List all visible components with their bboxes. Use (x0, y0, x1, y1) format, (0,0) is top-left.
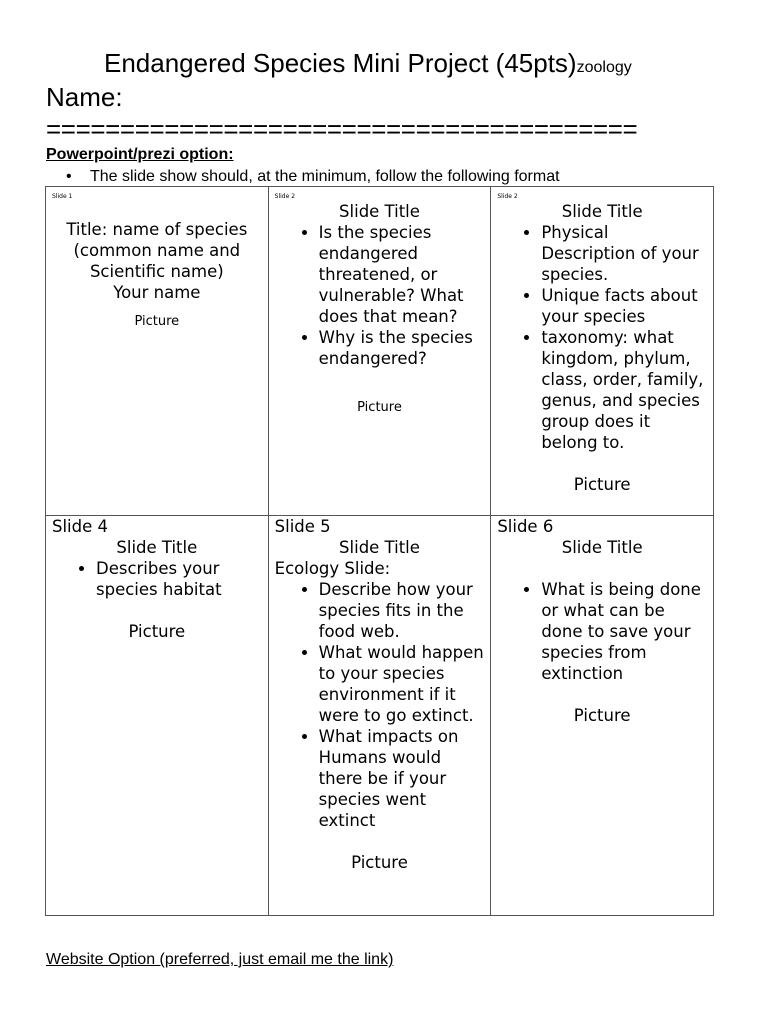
list-item: • Physical Description of your species. (541, 222, 707, 285)
name-label: Name: (46, 82, 123, 112)
list-item: • Describe how your species fits in the food web. (319, 579, 485, 642)
slide-5-cell (268, 516, 491, 916)
ppt-option-bullet-text: The slide show should, at the minimum, follow the following format (90, 168, 560, 185)
website-option-heading: Website Option (preferred, just email me the link) (46, 951, 394, 968)
list-item: • What is being done or what can be done to save your species from extinction (541, 579, 707, 684)
slide-4-picture: Picture (128, 622, 186, 641)
slide-4-tag: Slide 4 (52, 517, 109, 536)
slide-6-picture: Picture (573, 706, 631, 725)
slide-1-picture: Picture (134, 314, 180, 329)
slide-6-title: Slide Title (561, 538, 643, 557)
slides-format-table (45, 186, 714, 916)
slide-6-bullets (497, 579, 707, 684)
slide-4-cell (46, 516, 269, 916)
list-item: • Is the species endangered threatened, or vulnerable? What does that mean? (319, 222, 485, 327)
slide-5-picture: Picture (351, 853, 408, 872)
list-item: • taxonomy: what kingdom, phylum, class, order, family, genus, and species group does it belong to. (541, 327, 707, 453)
slide-5-subtitle: Ecology Slide: (274, 559, 391, 578)
slide-3-title: Slide Title (561, 202, 643, 221)
slide-2-title: Slide Title (339, 202, 420, 221)
slide-4-title: Slide Title (116, 538, 198, 557)
slide-5-title: Slide Title (339, 538, 420, 557)
slide-2-bullets (275, 222, 485, 369)
slide-2-tag: Slide 2 (274, 193, 296, 200)
separator-rule: ======================================== (46, 114, 638, 144)
ppt-option-bullet (66, 168, 560, 186)
slide-6-cell (491, 516, 714, 916)
bullet-dot-icon: • (66, 168, 72, 185)
slide-1-title: Title: name of species (common name and Scientific name) (66, 220, 248, 281)
list-item: • What impacts on Humans would there be if your species went extinct (319, 726, 485, 831)
slide-1-cell (46, 187, 269, 516)
slide-3-picture: Picture (573, 475, 631, 494)
page-title (104, 48, 632, 79)
slide-2-cell (268, 187, 491, 516)
slide-1-name: Your name (113, 283, 201, 302)
slide-3-tag: Slide 2 (497, 193, 518, 200)
slide-2-picture: Picture (357, 400, 402, 415)
list-item: • Describes your species habitat (96, 558, 262, 600)
slide-5-tag: Slide 5 (274, 517, 331, 536)
list-item: • Unique facts about your species (541, 285, 707, 327)
list-item: • Why is the species endangered? (319, 327, 485, 369)
ppt-option-heading: Powerpoint/prezi option: (46, 146, 234, 163)
subject-text: zoology (576, 59, 632, 76)
slide-6-tag: Slide 6 (497, 517, 554, 536)
slide-1-tag: Slide 1 (52, 193, 73, 200)
title-text: Endangered Species Mini Project (45pts) (104, 48, 577, 78)
list-item: • What would happen to your species environment if it were to go extinct. (319, 642, 485, 726)
slide-3-bullets (497, 222, 707, 453)
slide-4-bullets (52, 558, 262, 600)
slide-5-bullets (275, 579, 485, 831)
slide-3-cell (491, 187, 714, 516)
